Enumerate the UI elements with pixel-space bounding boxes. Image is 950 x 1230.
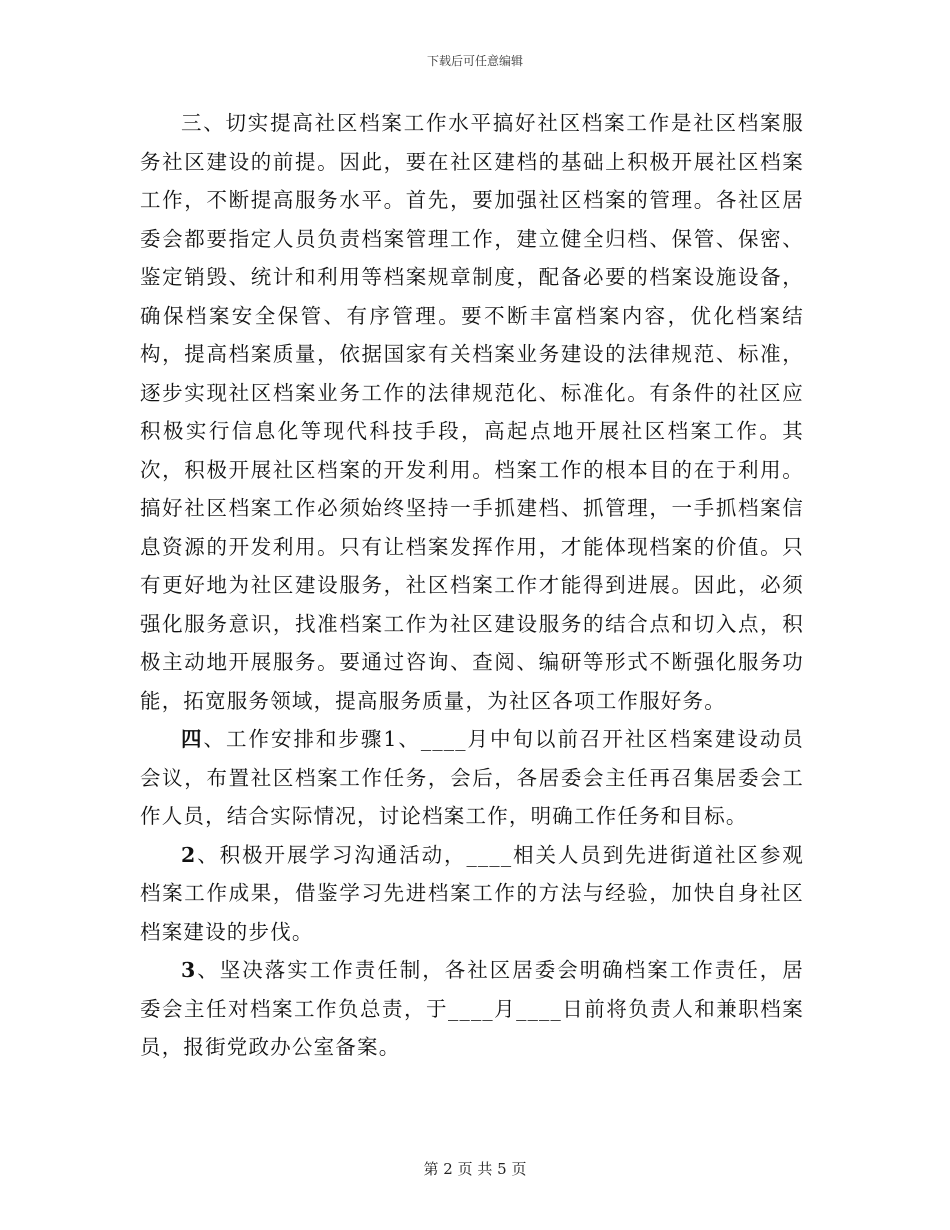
paragraph-lead: 2	[181, 842, 197, 867]
paragraph-text: 、积极开展学习沟通活动，____相关人员到先进街道社区参观档案工作成果，借鉴学习先进档案工作的方法与经验，加快自身社区档案建设的步伐。	[140, 842, 804, 944]
paragraph-text: 、工作安排和步骤1、____月中旬以前召开社区档案建设动员会议，布置社区档案工作任务，会后，各居委会主任再召集居委会工作人员，结合实际情况，讨论档案工作，明确工作任务和目标。	[140, 727, 805, 828]
paragraph-lead: 3	[181, 958, 197, 982]
paragraph-step-three	[140, 951, 804, 1067]
paragraph-text: 三、切实提高社区档案工作水平搞好社区档案工作是社区档案服务社区建设的前提。因此，要在社区建档的基础上积极开展社区档案工作，不断提高服务水平。首先，要加强社区档案的管理。各社区居委会都要指定人员负责档案管理工作，建立健全归档、保管、保密、鉴定销毁、统计和利用等档案规章制度，配备必要的档案设施设备，确保档案安全保管、有序管理。要不断丰富档案内容，优化档案结构，提高档案质量，依据国家有关档案业务建设的法律规范、标准，逐步实现社区档案业务工作的法律规范化、标准化。有条件的社区应积极实行信息化等现代科技手段，高起点地开展社区档案工作。其次，积极开展社区档案的开发利用。档案工作的根本目的在于利用。搞好社区档案工作必须始终坚持一手抓建档、抓管理，一手抓档案信息资源的开发利用。只有让档案发挥作用，才能体现档案的价值。只有更好地为社区建设服务，社区档案工作才能得到进展。因此，必须强化服务意识，找准档案工作为社区建设服务的结合点和切入点，积极主动地开展服务。要通过咨询、查阅、编研等形式不断强化服务功能，拓宽服务领域，提高服务质量，为社区各项工作服好务。	[140, 111, 804, 713]
paragraph-section-three	[140, 104, 804, 720]
page-header: 下载后可任意编辑	[426, 54, 523, 68]
paragraph-lead: 四	[181, 727, 204, 751]
paragraph-section-four	[140, 720, 804, 836]
document-body	[140, 104, 804, 1067]
paragraph-text: 、坚决落实工作责任制，各社区居委会明确档案工作责任，居委会主任对档案工作负总责，于____月____日前将负责人和兼职档案员，报街党政办公室备案。	[140, 958, 804, 1059]
page-number-footer: 第 2 页 共 5 页	[423, 1160, 527, 1178]
paragraph-step-two	[140, 836, 804, 952]
